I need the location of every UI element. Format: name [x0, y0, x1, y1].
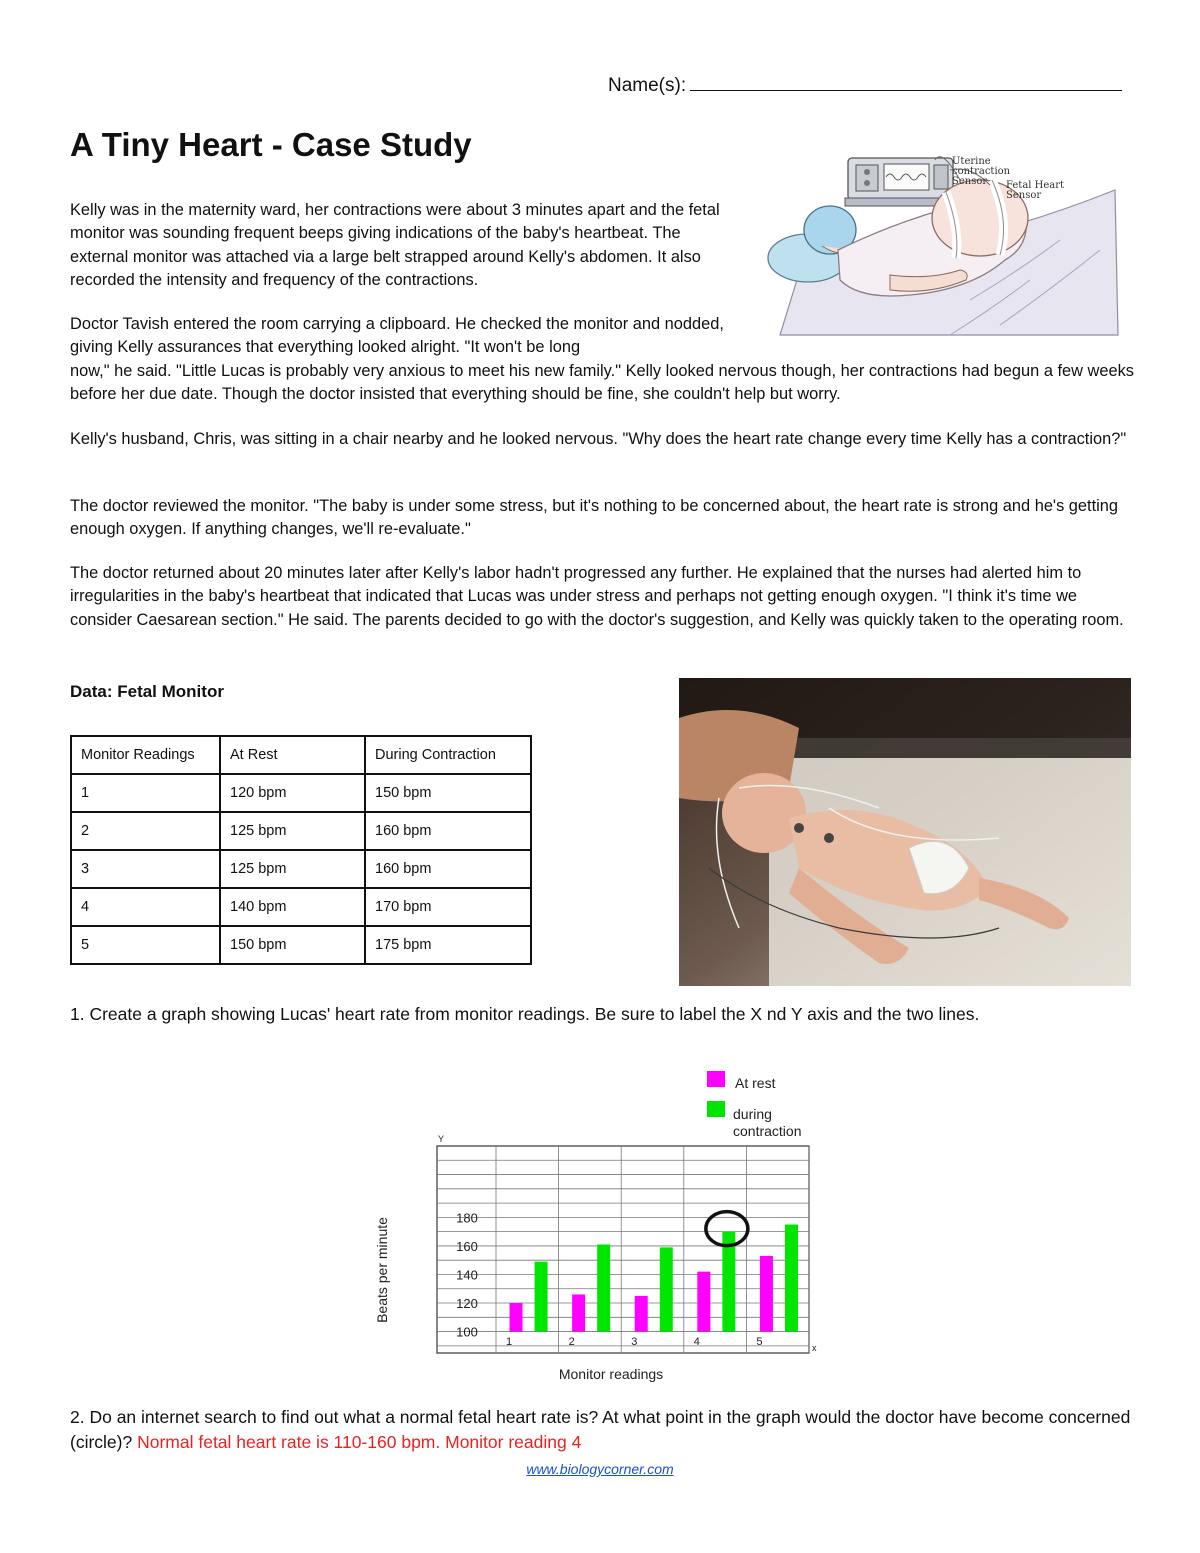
bar-during-1 — [535, 1262, 548, 1332]
label-fetal-1: Fetal Heart — [1006, 180, 1065, 191]
table-header-row — [71, 736, 531, 774]
monitor-illustration — [760, 150, 1120, 336]
table-cell: 3 — [71, 850, 220, 888]
legend-swatch-during — [707, 1101, 725, 1117]
x-tick-label: 4 — [693, 1336, 700, 1348]
x-tick-label: 5 — [756, 1336, 763, 1348]
heart-rate-chart — [350, 1060, 850, 1400]
legend-swatch-at-rest — [707, 1071, 725, 1087]
table-row — [71, 888, 531, 926]
data-heading: Data: Fetal Monitor — [70, 682, 224, 701]
y-tick-label: 120 — [456, 1296, 478, 1312]
table-cell: 1 — [71, 774, 220, 812]
chart-y-ticks — [456, 1210, 478, 1339]
page-title: A Tiny Heart - Case Study — [70, 126, 472, 163]
y-tick-label: 160 — [456, 1238, 478, 1254]
legend-label-during-1: during — [733, 1106, 772, 1122]
plot-frame — [437, 1146, 809, 1353]
footer-link[interactable]: www.biologycorner.com — [526, 1461, 674, 1477]
x-axis-label: Monitor readings — [558, 1366, 664, 1382]
name-blank-line[interactable] — [690, 72, 1122, 91]
table-cell: 160 bpm — [365, 812, 531, 850]
paragraph-3: Kelly's husband, Chris, was sitting in a chair nearby and he looked nervous. "Why does the heart rate change every time Kelly has a contraction?" — [70, 430, 1127, 448]
table-row — [71, 850, 531, 888]
chart-bars — [510, 1212, 798, 1332]
table-header: During Contraction — [365, 736, 531, 774]
paragraph-5: The doctor returned about 20 minutes later after Kelly's labor hadn't progressed any further. He explained that the nurses had alerted him to irregularities in the baby's heartbeat that indicated that Lucas was under stress and perhaps not getting enough oxygen. "I think it's time we consider Caesarean section." He said. The parents decided to go with the doctor's suggestion, and Kelly was quickly taken to the operating room. — [70, 564, 1124, 629]
x-tick-label: 3 — [631, 1336, 638, 1348]
label-uterine-3: Sensor — [952, 176, 988, 187]
chart-grid — [437, 1146, 809, 1353]
name-label: Name(s): — [608, 75, 687, 96]
legend-label-during-2: contraction — [733, 1123, 802, 1139]
table-cell: 125 bpm — [220, 812, 365, 850]
table-cell: 120 bpm — [220, 774, 365, 812]
y-tick-label: 140 — [456, 1267, 478, 1283]
bar-at-rest-3 — [635, 1296, 648, 1332]
table-cell: 150 bpm — [220, 926, 365, 964]
y-axis-letter: Y — [438, 1134, 445, 1144]
y-axis-label: Beats per minute — [374, 1217, 390, 1323]
bar-during-2 — [597, 1245, 610, 1332]
label-uterine-2: contraction — [952, 166, 1011, 177]
x-axis-letter: x — [812, 1343, 817, 1353]
paragraph-4: The doctor reviewed the monitor. "The baby is under some stress, but it's nothing to be concerned about, the heart rate is strong and he's getting enough oxygen. If anything changes, we'll re-evaluate." — [70, 497, 1119, 539]
table-cell: 170 bpm — [365, 888, 531, 926]
y-tick-label: 180 — [456, 1210, 478, 1226]
table-cell: 4 — [71, 888, 220, 926]
question-2 — [70, 1405, 1140, 1455]
question-1: 1. Create a graph showing Lucas' heart rate from monitor readings. Be sure to label the X nd Y axis and the two lines. — [70, 1004, 980, 1024]
label-fetal-2: Sensor — [1006, 190, 1042, 201]
label-uterine-1: Uterine — [952, 156, 991, 167]
question-2-text: 2. Do an internet search to find out what a normal fetal heart rate is? At what point in the graph would the doctor have become concerned (circle)? — [70, 1407, 1131, 1452]
y-tick-label: 100 — [456, 1324, 478, 1340]
paragraph-2a: Doctor Tavish entered the room carrying a clipboard. He checked the monitor and nodded, giving Kelly assurances that everything looked alright. "It won't be long — [70, 315, 724, 357]
table-cell: 150 bpm — [365, 774, 531, 812]
name-field[interactable] — [608, 72, 1122, 97]
table-row — [71, 926, 531, 964]
fetal-monitor-table — [70, 735, 532, 965]
table-cell: 125 bpm — [220, 850, 365, 888]
table-header: At Rest — [220, 736, 365, 774]
table-cell: 175 bpm — [365, 926, 531, 964]
table-cell: 5 — [71, 926, 220, 964]
x-tick-label: 1 — [506, 1336, 513, 1348]
bar-at-rest-2 — [572, 1294, 585, 1331]
question-2-answer: Normal fetal heart rate is 110-160 bpm. Monitor reading 4 — [137, 1432, 582, 1452]
newborn-photo — [679, 678, 1131, 986]
table-cell: 140 bpm — [220, 888, 365, 926]
table-cell: 160 bpm — [365, 850, 531, 888]
bar-at-rest-4 — [697, 1272, 710, 1332]
bar-at-rest-1 — [510, 1303, 523, 1332]
table-row — [71, 774, 531, 812]
legend-label-at-rest: At rest — [735, 1075, 776, 1091]
x-tick-label: 2 — [568, 1336, 575, 1348]
bar-during-3 — [660, 1247, 673, 1331]
bar-during-5 — [785, 1225, 798, 1332]
table-row — [71, 812, 531, 850]
bar-at-rest-5 — [760, 1256, 773, 1332]
table-header: Monitor Readings — [71, 736, 220, 774]
paragraph-2b: now," he said. "Little Lucas is probably very anxious to meet his new family." Kelly looked nervous though, her contractions had begun a few weeks before her due date. Though the doctor insisted that everything should be fine, she couldn't help but worry. — [70, 362, 1135, 404]
paragraph-1: Kelly was in the maternity ward, her contractions were about 3 minutes apart and the fetal monitor was sounding frequent beeps giving indications of the baby's heartbeat. The external monitor was attached via a large belt strapped around Kelly's abdomen. It also recorded the intensity and frequency of the contractions. — [70, 201, 720, 289]
table-cell: 2 — [71, 812, 220, 850]
